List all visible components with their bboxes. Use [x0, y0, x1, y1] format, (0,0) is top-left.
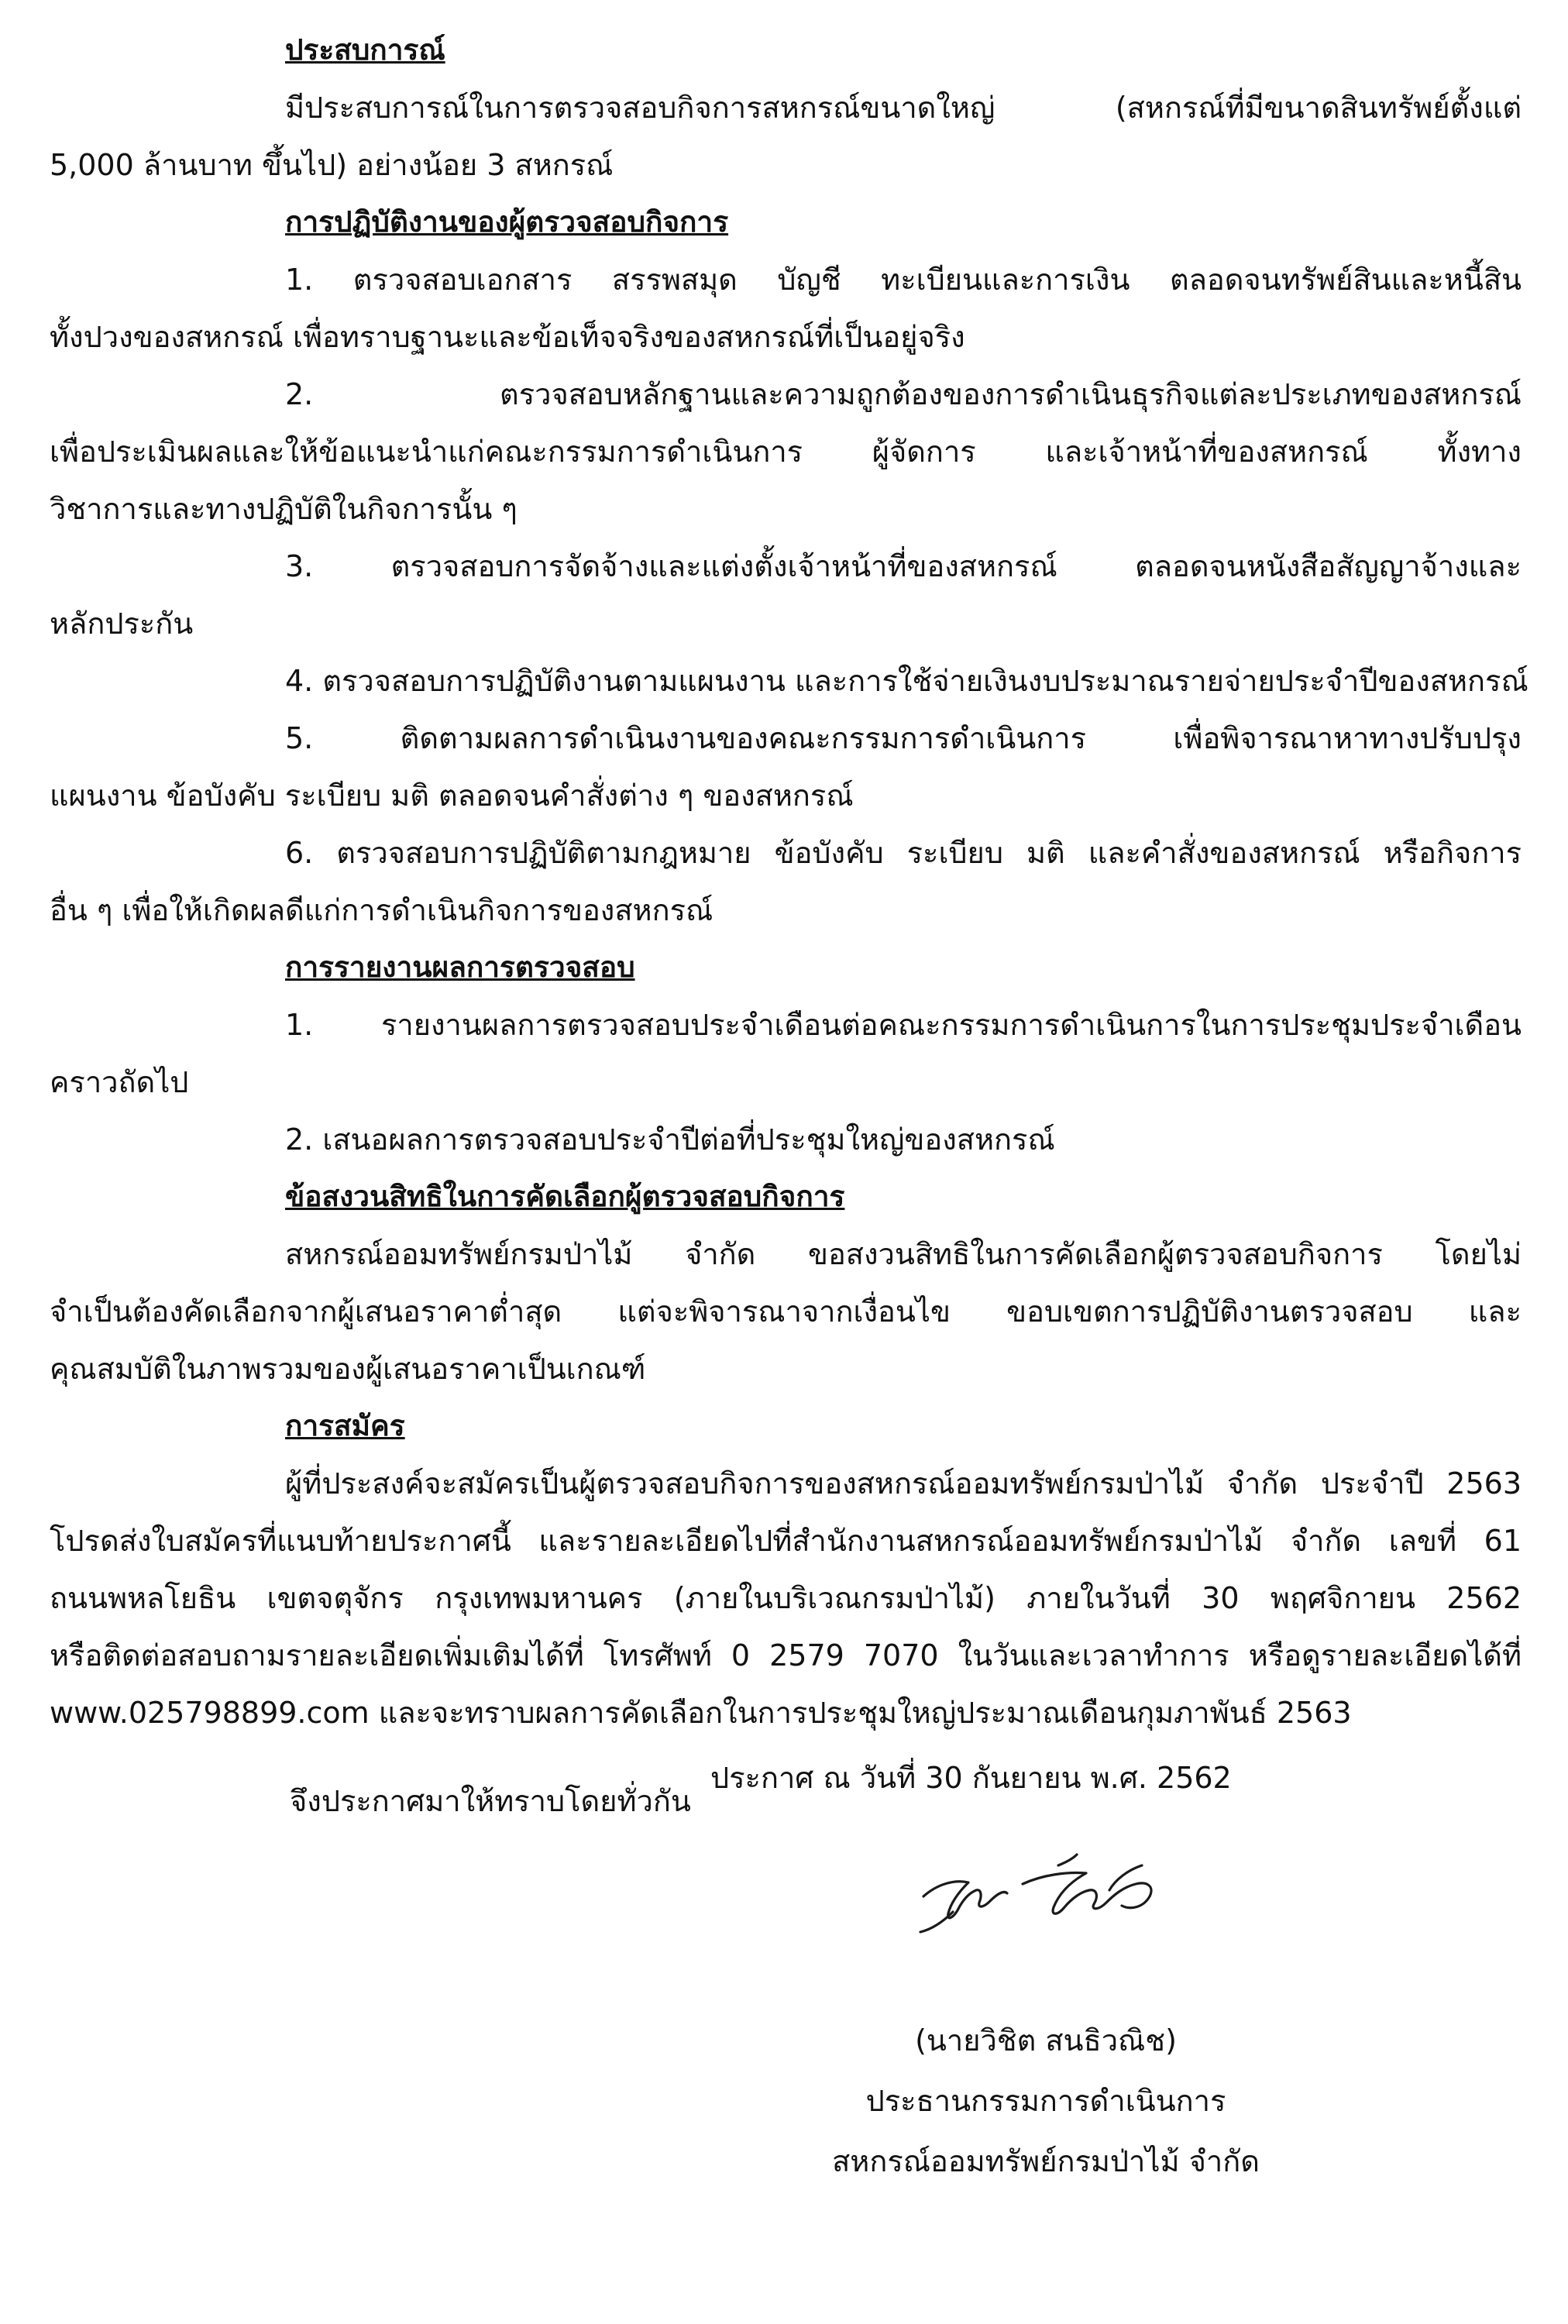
duty-item-4-line: 4. ตรวจสอบการปฏิบัติงานตามแผนงาน และการใช้จ่ายเงินงบประมาณรายจ่ายประจำปีของสหกรณ์ — [285, 664, 1528, 698]
duty-item-5-line: แผนงาน ข้อบังคับ ระเบียบ มติ ตลอดจนคำสั่งต่าง ๆ ของสหกรณ์ — [50, 779, 854, 813]
announcement-date: ประกาศ ณ วันที่ 30 กันยายน พ.ศ. 2562 — [710, 1761, 1232, 1795]
signatory-name: (นายวิชิต สนธิวณิช) — [915, 2023, 1177, 2058]
duty-item-3-line: 3. ตรวจสอบการจัดจ้างและแต่งตั้งเจ้าหน้าที่ของสหกรณ์ ตลอดจนหนังสือสัญญาจ้างและ — [285, 549, 1522, 583]
duty-item-2-line: วิชาการและทางปฏิบัติในกิจการนั้น ๆ — [50, 492, 518, 526]
announcement-body — [50, 22, 1528, 1830]
application-line: ผู้ที่ประสงค์จะสมัครเป็นผู้ตรวจสอบกิจการของสหกรณ์ออมทรัพย์กรมป่าไม้ จำกัด ประจำปี 2563 — [285, 1466, 1522, 1501]
rights-line: สหกรณ์ออมทรัพย์กรมป่าไม้ จำกัด ขอสงวนสิทธิในการคัดเลือกผู้ตรวจสอบกิจการ โดยไม่ — [285, 1237, 1522, 1271]
reporting-heading: การรายงานผลการตรวจสอบ — [285, 951, 635, 984]
application-heading: การสมัคร — [285, 1409, 405, 1442]
closing-statement: จึงประกาศมาให้ทราบโดยทั่วกัน — [290, 1784, 691, 1818]
application-line: หรือติดต่อสอบถามรายละเอียดเพิ่มเติมได้ที่ โทรศัพท์ 0 2579 7070 ในวันและเวลาทำการ หรือดูรายละเอียดได้ที่ — [50, 1638, 1522, 1673]
experience-line: 5,000 ล้านบาท ขึ้นไป) อย่างน้อย 3 สหกรณ์ — [50, 148, 614, 182]
duty-item-6-line: 6. ตรวจสอบการปฏิบัติตามกฎหมาย ข้อบังคับ ระเบียบ มติ และคำสั่งของสหกรณ์ หรือกิจการ — [285, 836, 1522, 870]
rights-line: คุณสมบัติในภาพรวมของผู้เสนอราคาเป็นเกณฑ์ — [50, 1352, 646, 1386]
duty-item-3-line: หลักประกัน — [50, 607, 194, 641]
duties-heading: การปฏิบัติงานของผู้ตรวจสอบกิจการ — [285, 205, 729, 239]
duty-item-1-line: ทั้งปวงของสหกรณ์ เพื่อทราบฐานะและข้อเท็จจริงของสหกรณ์ที่เป็นอยู่จริง — [50, 320, 965, 354]
application-line: ถนนพหลโยธิน เขตจตุจักร กรุงเทพมหานคร (ภายในบริเวณกรมป่าไม้) ภายในวันที่ 30 พฤศจิกายน 2562 — [50, 1581, 1522, 1615]
duty-item-2-line: เพื่อประเมินผลและให้ข้อแนะนำแก่คณะกรรมการดำเนินการ ผู้จัดการ และเจ้าหน้าที่ของสหกรณ์ ทั้งทาง — [50, 435, 1522, 469]
handwritten-signature — [906, 1836, 1185, 1944]
experience-heading: ประสบการณ์ — [285, 33, 445, 67]
rights-line: จำเป็นต้องคัดเลือกจากผู้เสนอราคาต่ำสุด แต่จะพิจารณาจากเงื่อนไข ขอบเขตการปฏิบัติงานตรวจสอบ และ — [50, 1294, 1522, 1329]
reporting-item-2-line: 2. เสนอผลการตรวจสอบประจำปีต่อที่ประชุมใหญ่ของสหกรณ์ — [285, 1122, 1055, 1157]
duty-item-5-line: 5. ติดตามผลการดำเนินงานของคณะกรรมการดำเนินการ เพื่อพิจารณาหาทางปรับปรุง — [285, 721, 1522, 755]
rights-heading: ข้อสงวนสิทธิในการคัดเลือกผู้ตรวจสอบกิจการ — [285, 1180, 845, 1213]
reporting-item-1-line: 1. รายงานผลการตรวจสอบประจำเดือนต่อคณะกรรมการดำเนินการในการประชุมประจำเดือน — [285, 1008, 1522, 1042]
application-line: โปรดส่งใบสมัครที่แนบท้ายประกาศนี้ และรายละเอียดไปที่สำนักงานสหกรณ์ออมทรัพย์กรมป่าไม้ จำกัด เลขที่ 61 — [50, 1524, 1522, 1558]
duty-item-2-line: 2. ตรวจสอบหลักฐานและความถูกต้องของการดำเนินธุรกิจแต่ละประเภทของสหกรณ์ — [285, 377, 1522, 411]
experience-line: มีประสบการณ์ในการตรวจสอบกิจการสหกรณ์ขนาดใหญ่ (สหกรณ์ที่มีขนาดสินทรัพย์ตั้งแต่ — [285, 91, 1522, 125]
duty-item-1-line: 1. ตรวจสอบเอกสาร สรรพสมุด บัญชี ทะเบียนและการเงิน ตลอดจนทรัพย์สินและหนี้สิน — [285, 263, 1522, 297]
reporting-item-1-line: คราวถัดไป — [50, 1065, 189, 1099]
application-line: www.025798899.com และจะทราบผลการคัดเลือกในการประชุมใหญ่ประมาณเดือนกุมภาพันธ์ 2563 — [50, 1696, 1352, 1730]
duty-item-6-line: อื่น ๆ เพื่อให้เกิดผลดีแก่การดำเนินกิจการของสหกรณ์ — [50, 893, 714, 927]
signature-block — [775, 2010, 1317, 2192]
signatory-position: ประธานกรรมการดำเนินการ — [865, 2084, 1226, 2118]
signatory-organization: สหกรณ์ออมทรัพย์กรมป่าไม้ จำกัด — [832, 2144, 1260, 2178]
